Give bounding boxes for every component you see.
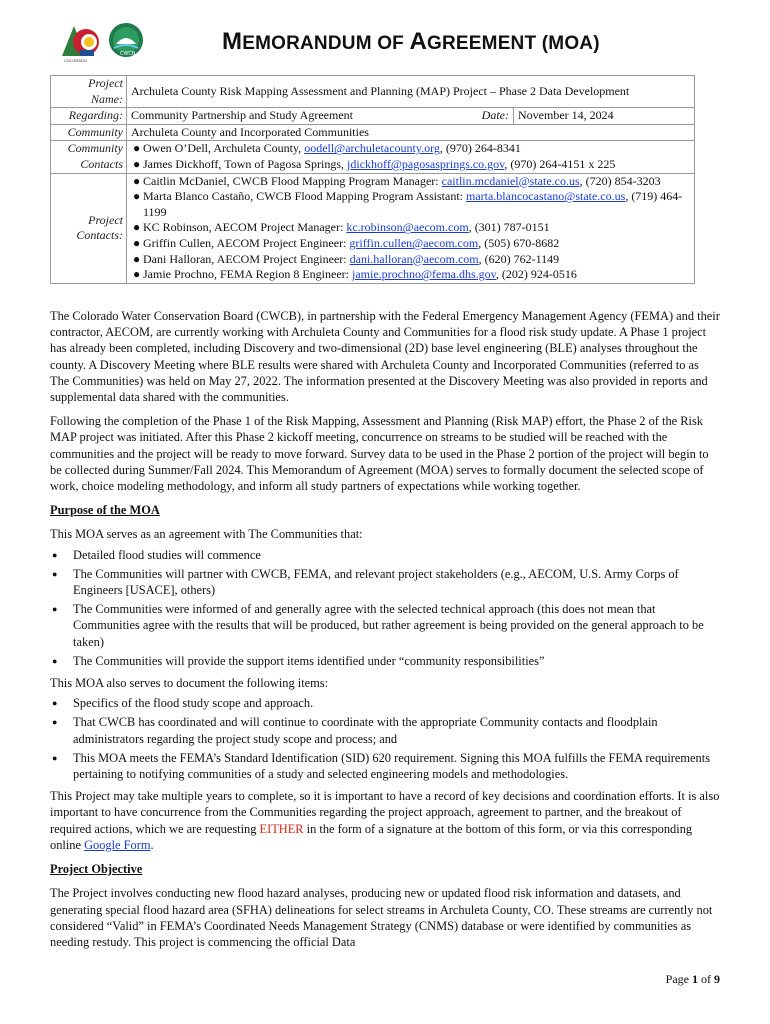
memo-header-table <box>50 75 695 284</box>
list-item: ● Detailed flood studies will commence <box>50 547 720 563</box>
phase2-paragraph: Following the completion of the Phase 1 of the Risk Mapping, Assessment and Planning (Risk MAP) effort, the Phase 2 of the Risk MAP project was initiated. After this Phase 2 kickoff meeting, concurrence on streams to be studied will be reached with the communities and the project will be ready to move forward. Survey data to be used in the Phase 2 portion of the project will begin to be collected during Summer/Fall 2024. This Memorandum of Agreement (MOA) serves to formally document the selected scope of work, choice modeling methodology, and inform all study partners of expectations while working together. <box>50 414 709 494</box>
list-item: ● The Communities will partner with CWCB, FEMA, and relevant project stakeholders (e.g., AECOM, U.S. Army Corps of Engineers [USACE], others) <box>50 566 720 598</box>
svg-text:CWCB: CWCB <box>120 51 136 57</box>
email-link[interactable]: caitlin.mcdaniel@state.co.us <box>441 173 580 188</box>
purpose-intro: This MOA serves as an agreement with The Communities that: <box>50 527 363 542</box>
community-contacts-list <box>131 141 690 172</box>
coordination-paragraph: This Project may take multiple years to complete, so it is important to have a record of key decisions and coordination efforts. It is also important to have concurrence from the Communities regarding the project approach, agreement to partner, and the breakout of required actions, which we are requesting EITHER in the form of a signature at the bottom of this form, or via this corresponding online Google Form. <box>50 789 720 852</box>
contact-item: ● James Dickhoff, Town of Pagosa Springs, jdickhoff@pagosasprings.co.gov, (970) 264-4151 x 225 <box>133 156 616 171</box>
document-items-intro: This MOA also serves to document the following items: <box>50 676 329 691</box>
regarding-value: Community Partnership and Study Agreement Date: <box>127 108 514 125</box>
colorado-cwcb-logo <box>58 18 148 64</box>
contact-item: ● Caitlin McDaniel, CWCB Flood Mapping Program Manager: caitlin.mcdaniel@state.co.us, (720) 854-3203 <box>133 173 661 188</box>
list-item: ● The Communities will provide the support items identified under “community responsibilities” <box>50 653 720 669</box>
regarding-row <box>51 108 695 125</box>
project-contacts-list <box>131 174 690 283</box>
contact-item: ● Marta Blanco Castaño, CWCB Flood Mapping Program Assistant: marta.blancocastano@state.co.us, (719) 464-1199 <box>133 189 683 219</box>
contact-item: ● KC Robinson, AECOM Project Manager: kc.robinson@aecom.com, (301) 787-0151 <box>133 220 550 235</box>
email-link[interactable]: kc.robinson@aecom.com <box>346 220 469 235</box>
project-name-value: Archuleta County Risk Mapping Assessment and Planning (MAP) Project – Phase 2 Data Development <box>127 76 695 108</box>
list-item: ● That CWCB has coordinated and will continue to coordinate with the appropriate Community contacts and floodplain administrators regarding the project study scope and process; and <box>50 714 720 746</box>
google-form-link[interactable]: Google Form <box>84 837 151 852</box>
community-contacts-label: Community Contacts <box>51 141 127 173</box>
memo-body <box>50 308 720 958</box>
list-item: ● Specifics of the flood study scope and approach. <box>50 695 720 711</box>
project-contacts-label: Project Contacts: <box>51 173 127 283</box>
community-value: Archuleta County and Incorporated Communities <box>127 124 695 141</box>
document-items-list <box>50 695 720 782</box>
intro-paragraph: The Colorado Water Conservation Board (CWCB), in partnership with the Federal Emergency Management Agency (FEMA) and their contractor, AECOM, are currently working with Archuleta County and Communities for a flood risk study update. A Phase 1 project has already been completed, including Discovery and two-dimensional (2D) base level engineering (BLE) analyses throughout the county. A Discovery Meeting where BLE results were shared with Archuleta County and Incorporated Communities (referred to as The Communities) was held on May 27, 2022. The information presented at the Discovery Meeting was also provided in reports and supplemental data shared with the communities. <box>50 309 720 405</box>
contact-item: ● Griffin Cullen, AECOM Project Engineer: griffin.cullen@aecom.com, (505) 670-8682 <box>133 235 560 250</box>
either-emphasis: EITHER <box>259 821 304 836</box>
project-name-label: Project Name: <box>51 76 127 108</box>
purpose-heading: Purpose of the MOA <box>50 503 160 518</box>
community-contacts-row <box>51 141 695 173</box>
objective-heading: Project Objective <box>50 862 143 877</box>
contact-item: ● Owen O’Dell, Archuleta County, oodell@archuletacounty.org, (970) 264-8341 <box>133 141 521 156</box>
email-link[interactable]: oodell@archuletacounty.org <box>304 141 440 156</box>
project-contacts-row <box>51 173 695 283</box>
email-link[interactable]: marta.blancocastano@state.co.us <box>465 189 626 204</box>
email-link[interactable]: dani.halloran@aecom.com <box>349 251 479 266</box>
community-label: Community <box>51 124 127 141</box>
logos <box>58 18 148 64</box>
list-item: ● This MOA meets the FEMA’s Standard Identification (SID) 620 requirement. Signing this MOA fulfills the FEMA requirements pertaining to notifying communities of a study and selected engineering models and methodologies. <box>50 750 720 782</box>
community-row <box>51 124 695 141</box>
page-number: Page 1 of 9 <box>665 972 720 986</box>
regarding-label: Regarding: <box>51 108 127 125</box>
objective-paragraph: The Project involves conducting new flood hazard analyses, producing new or updated flood risk information and datasets, and generating special flood hazard area (SFHA) delineations for select streams in Archuleta County, CO. These streams are currently not considered “Valid” in FEMA’s Coordinated Needs Management Strategy (CNMS) database or were identified by communities as needing restudy. This project is commencing the official Data <box>50 886 713 949</box>
date-label: Date: <box>481 108 509 123</box>
document-title: MEMORANDUM OF AGREEMENT (MOA) <box>222 28 600 55</box>
contact-item: ● Jamie Prochno, FEMA Region 8 Engineer: jamie.prochno@fema.dhs.gov, (202) 924-0516 <box>133 267 577 282</box>
list-item: ● The Communities were informed of and generally agree with the selected technical approach (this does not mean that Communities agree with the results that will be produced, but rather agreement is being provided on the general approach to be taken) <box>50 601 720 650</box>
email-link[interactable]: griffin.cullen@aecom.com <box>349 235 479 250</box>
email-link[interactable]: jamie.prochno@fema.dhs.gov <box>351 267 496 282</box>
contact-item: ● Dani Halloran, AECOM Project Engineer: dani.halloran@aecom.com, (620) 762-1149 <box>133 251 560 266</box>
email-link[interactable]: jdickhoff@pagosasprings.co.gov <box>347 156 505 171</box>
project-name-row <box>51 76 695 108</box>
purpose-list <box>50 547 720 669</box>
date-value: November 14, 2024 <box>514 108 695 125</box>
svg-text:COLORADO: COLORADO <box>64 58 87 63</box>
